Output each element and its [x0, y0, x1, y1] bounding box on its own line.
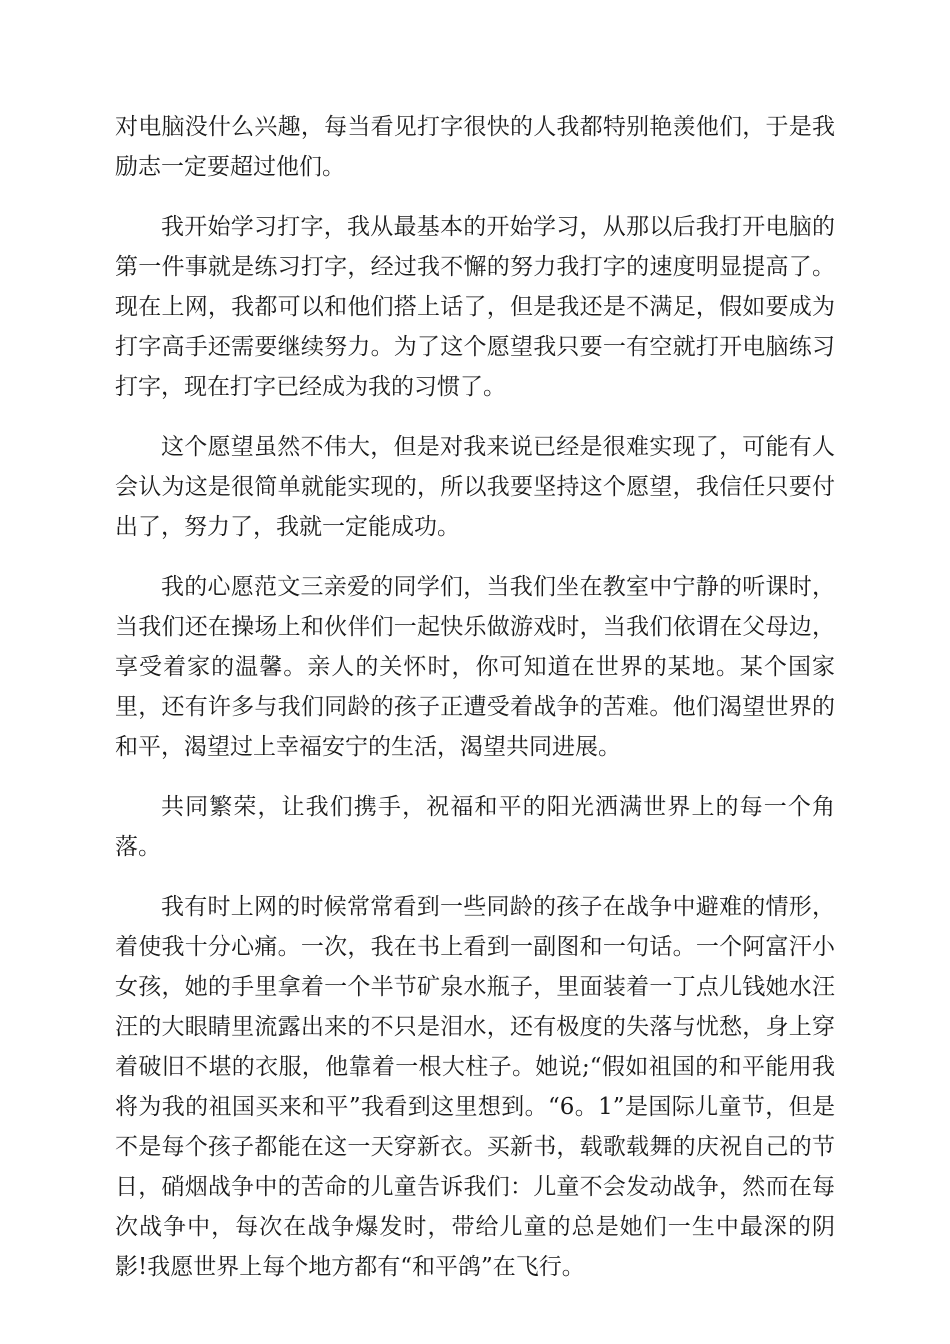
paragraph-4: 我的心愿范文三亲爱的同学们，当我们坐在教室中宁静的听课时，当我们还在操场上和伙伴们一起快乐做游戏时，当我们依谓在父母边，享受着家的温馨。亲人的关怀时，你可知道在世界的某地。某个国家里，还有许多与我们同龄的孩子正遭受着战争的苦难。他们渴望世界的和平，渴望过上幸福安宁的生活，渴望共同进展。 [115, 574, 835, 760]
paragraph-3: 这个愿望虽然不伟大，但是对我来说已经是很难实现了，可能有人会认为这是很简单就能实现的，所以我要坚持这个愿望，我信任只要付出了，努力了，我就一定能成功。 [115, 434, 835, 540]
paragraph-1: 对电脑没什么兴趣，每当看见打字很快的人我都特别艳羡他们，于是我励志一定要超过他们。 [115, 114, 835, 180]
paragraph-2: 我开始学习打字，我从最基本的开始学习，从那以后我打开电脑的第一件事就是练习打字，经过我不懈的努力我打字的速度明显提高了。现在上网，我都可以和他们搭上话了，但是我还是不满足，假如要成为打字高手还需要继续努力。为了这个愿望我只要一有空就打开电脑练习打字，现在打字已经成为我的习惯了。 [115, 214, 835, 400]
document-body [115, 107, 835, 1307]
paragraph-5: 共同繁荣，让我们携手，祝福和平的阳光洒满世界上的每一个角落。 [115, 794, 835, 860]
paragraph-6: 我有时上网的时候常常看到一些同龄的孩子在战争中避难的情形，着使我十分心痛。一次，我在书上看到一副图和一句话。一个阿富汗小女孩，她的手里拿着一个半节矿泉水瓶子，里面装着一丁点儿钱她水汪汪的大眼睛里流露出来的不只是泪水，还有极度的失落与忧愁，身上穿着破旧不堪的衣服，他靠着一根大柱子。她说;“假如祖国的和平能用我将为我的祖国买来和平”我看到这里想到。“6。1”是国际儿童节，但是不是每个孩子都能在这一天穿新衣。买新书，载歌载舞的庆祝自己的节日，硝烟战争中的苦命的儿童告诉我们：儿童不会发动战争，然而在每次战争中，每次在战争爆发时，带给儿童的总是她们一生中最深的阴影!我愿世界上每个地方都有“和平鸽”在飞行。 [115, 894, 835, 1280]
